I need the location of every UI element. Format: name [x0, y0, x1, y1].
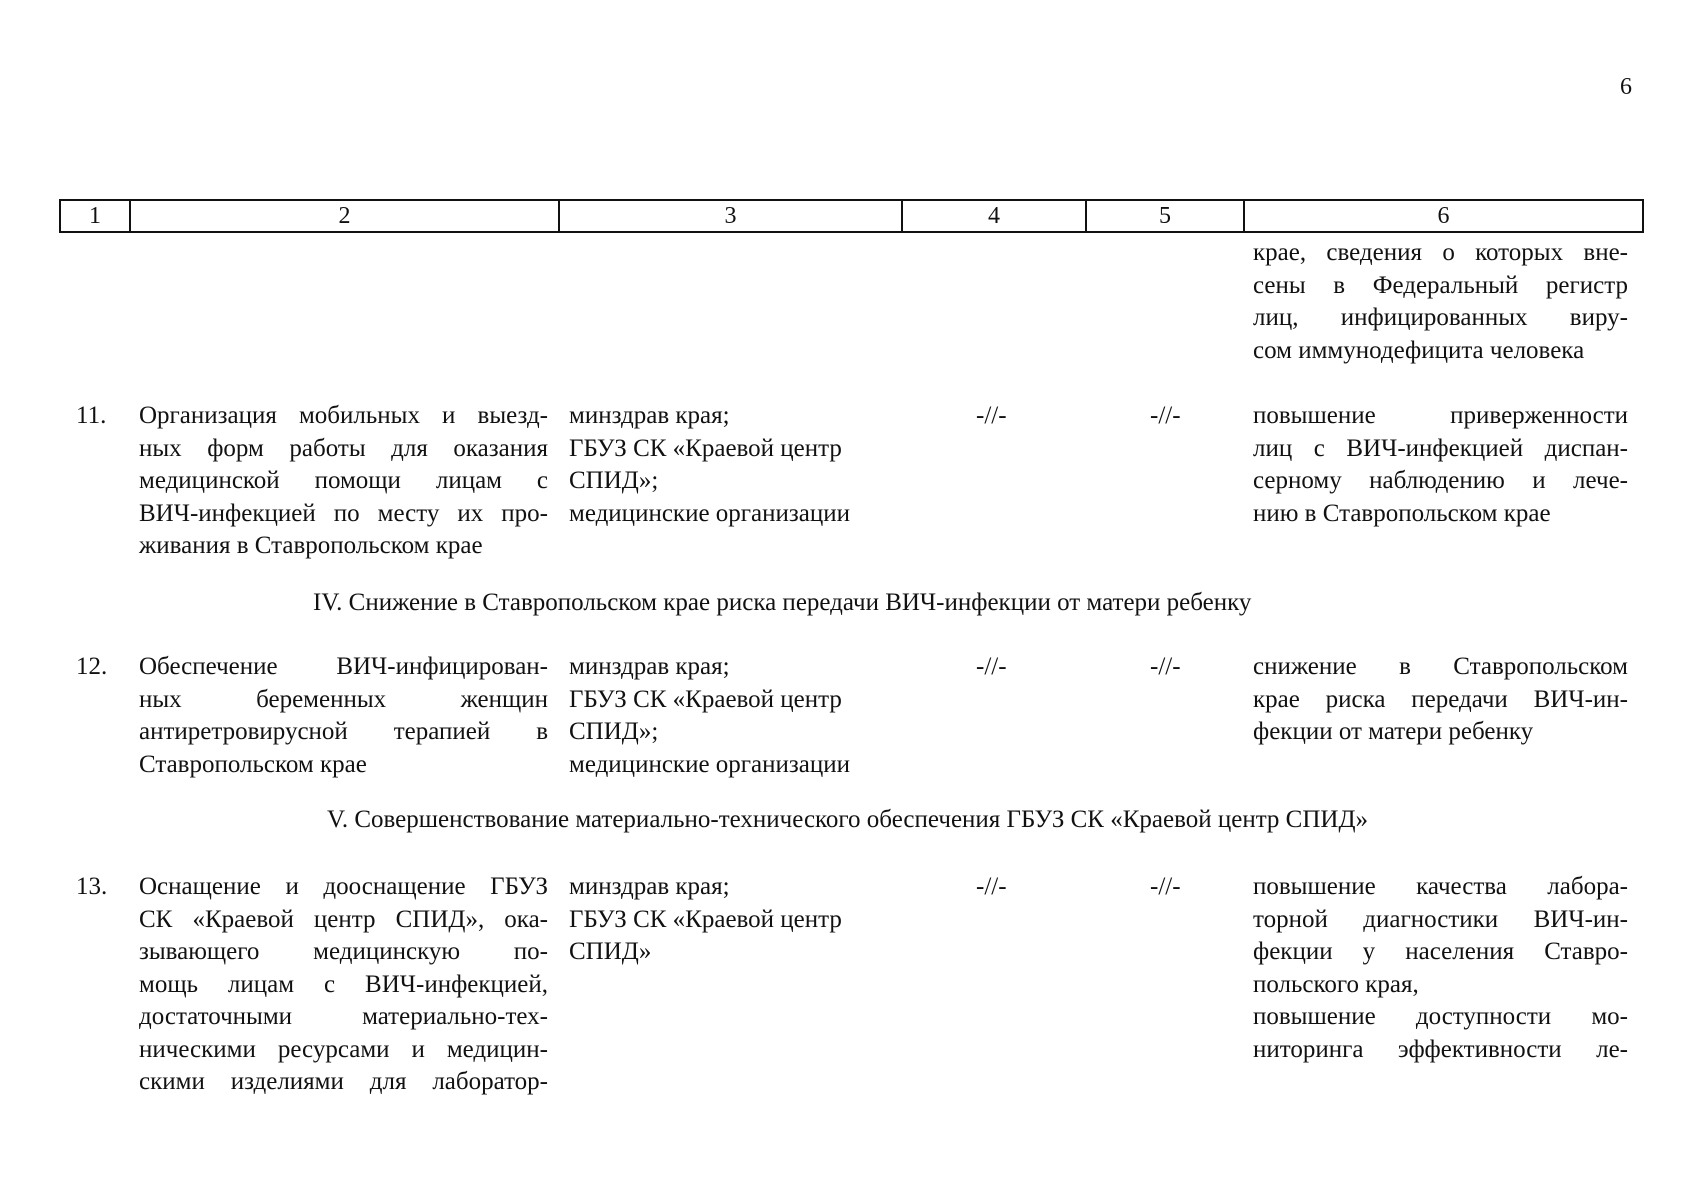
text-line: торной диагностики ВИЧ-ин- — [1253, 905, 1628, 933]
text-line: лиц с ВИЧ-инфекцией диспан- — [1253, 434, 1628, 462]
text-line: ных форм работы для оказания — [139, 434, 548, 462]
row-11-result — [1253, 400, 1628, 530]
text-line: ниторинга эффективности ле- — [1253, 1035, 1628, 1063]
section-title-v: V. Совершенствование материально-технического обеспечения ГБУЗ СК «Краевой центр СПИД» — [327, 806, 1369, 833]
row-number: 12. — [76, 653, 108, 680]
row-11-executors — [569, 400, 889, 530]
text-line: крае риска передачи ВИЧ-ин- — [1253, 685, 1628, 713]
row-number: 13. — [76, 873, 108, 900]
text-line: СК «Краевой центр СПИД», ока- — [139, 905, 548, 933]
row-13-result — [1253, 871, 1628, 1066]
row-11-col5: -//- — [1150, 402, 1181, 429]
text-line: серному наблюдению и лече- — [1253, 467, 1628, 494]
text-line: фекции от матери ребенку — [1253, 718, 1534, 745]
row-12-col4: -//- — [976, 653, 1007, 680]
text-line: ГБУЗ СК «Краевой центр — [569, 434, 842, 462]
text-line: минздрав края; — [569, 873, 730, 900]
header-col-5: 5 — [1086, 200, 1244, 232]
text-line: повышение приверженности — [1253, 402, 1628, 429]
header-col-6: 6 — [1244, 200, 1643, 232]
row-13-executors — [569, 871, 889, 969]
table-header — [59, 199, 1644, 233]
text-line: ных беременных женщин — [139, 685, 548, 713]
text-line: сом иммунодефицита человека — [1253, 336, 1585, 364]
text-line: Оснащение и дооснащение ГБУЗ — [139, 873, 548, 900]
row-number: 11. — [76, 402, 107, 429]
page-number: 6 — [1620, 74, 1632, 100]
header-col-1: 1 — [60, 200, 130, 232]
text-line: медицинской помощи лицам с — [139, 467, 548, 494]
text-line: медицинские организации — [569, 750, 851, 778]
row-11-col4: -//- — [976, 402, 1007, 429]
text-line: СПИД»; — [569, 718, 659, 745]
row-12-measure — [139, 651, 548, 781]
text-line: лиц, инфицированных виру- — [1253, 304, 1628, 331]
text-line: Обеспечение ВИЧ-инфицирован- — [139, 653, 548, 680]
row-12-executors — [569, 651, 889, 781]
row-13-col4: -//- — [976, 873, 1007, 900]
row-13-measure — [139, 871, 548, 1099]
text-line: нию в Ставропольском крае — [1253, 499, 1551, 527]
text-line: ническими ресурсами и медицин- — [139, 1035, 548, 1063]
text-line: СПИД» — [569, 938, 652, 965]
text-line: живания в Ставропольском крае — [139, 532, 483, 559]
row-13-col5: -//- — [1150, 873, 1181, 900]
text-line: ВИЧ-инфекцией по месту их про- — [139, 499, 548, 527]
text-line: мощь лицам с ВИЧ-инфекцией, — [139, 970, 548, 998]
row-12-result — [1253, 651, 1628, 749]
section-title-iv: IV. Снижение в Ставропольском крае риска передачи ВИЧ-инфекции от матери ребенку — [313, 589, 1252, 616]
text-line: минздрав края; — [569, 653, 730, 680]
text-line: фекции у населения Ставро- — [1253, 938, 1628, 965]
text-line: сены в Федеральный регистр — [1253, 271, 1628, 299]
text-line: зывающего медицинскую по- — [139, 938, 548, 965]
header-col-3: 3 — [559, 200, 902, 232]
text-line: медицинские организации — [569, 499, 851, 527]
text-line: повышение доступности мо- — [1253, 1003, 1628, 1030]
text-line: Организация мобильных и выезд- — [139, 402, 548, 429]
text-line: СПИД»; — [569, 467, 659, 494]
text-line: ГБУЗ СК «Краевой центр — [569, 685, 842, 713]
text-line: снижение в Ставропольском — [1253, 653, 1628, 680]
text-line: антиретровирусной терапией в — [139, 718, 548, 745]
text-line: повышение качества лабора- — [1253, 873, 1628, 900]
row-12-col5: -//- — [1150, 653, 1181, 680]
text-line: ГБУЗ СК «Краевой центр — [569, 905, 842, 933]
text-line: скими изделиями для лаборатор- — [139, 1068, 548, 1095]
header-col-2: 2 — [130, 200, 559, 232]
text-line: достаточными материально-тех- — [139, 1003, 548, 1030]
text-line: крае, сведения о которых вне- — [1253, 239, 1628, 266]
header-col-4: 4 — [902, 200, 1086, 232]
text-line: минздрав края; — [569, 402, 730, 429]
row-11-measure — [139, 400, 548, 563]
text-line: Ставропольском крае — [139, 750, 367, 778]
continuation-col6 — [1253, 237, 1628, 367]
text-line: польского края, — [1253, 970, 1419, 998]
